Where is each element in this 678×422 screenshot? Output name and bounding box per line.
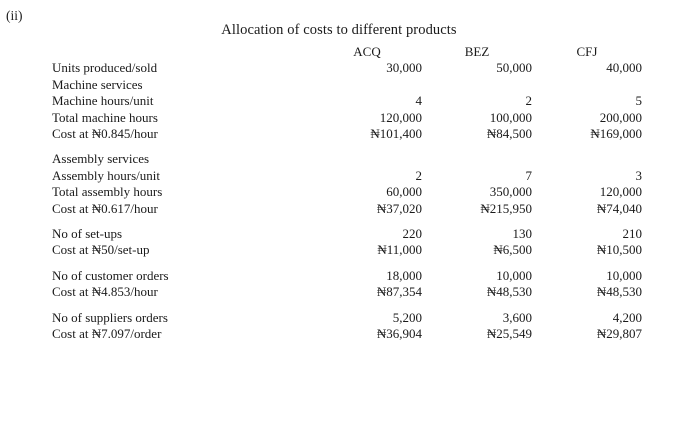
row-value: ₦36,904: [376, 326, 422, 342]
row-value: 210: [622, 226, 642, 242]
row-label: Cost at ₦0.617/hour: [52, 200, 158, 216]
row-value: 3: [635, 167, 642, 183]
row-value: 2: [415, 167, 422, 183]
table-header: [52, 44, 642, 60]
row-value: ₦25,549: [486, 326, 532, 342]
row-label: Cost at ₦50/set-up: [52, 242, 150, 258]
row-value: ₦6,500: [493, 242, 532, 258]
table-row: [52, 284, 642, 300]
row-value: ₦37,020: [376, 200, 422, 216]
row-label: No of customer orders: [52, 267, 169, 283]
section-label: (ii): [6, 8, 23, 23]
row-value: ₦10,500: [596, 242, 642, 258]
row-value: [532, 77, 642, 93]
column-header-acq: ACQ: [353, 44, 381, 59]
row-value: [422, 151, 532, 167]
row-value: 3,600: [502, 309, 532, 325]
row-value: 200,000: [599, 109, 642, 125]
row-label: Cost at ₦4.853/hour: [52, 284, 158, 300]
table-row: [52, 268, 642, 284]
table-row: [52, 242, 642, 258]
row-value: 60,000: [386, 184, 422, 200]
row-value: 40,000: [606, 60, 642, 76]
row-value: ₦11,000: [377, 242, 422, 258]
table-spacer-row: [52, 259, 642, 268]
table-spacer-row: [52, 301, 642, 310]
row-value: ₦48,530: [486, 284, 532, 300]
cost-allocation-table: [52, 44, 642, 343]
spacer-cell: [52, 259, 642, 268]
row-label: Machine services: [52, 76, 143, 92]
row-value: 220: [402, 226, 422, 242]
row-value: 4: [415, 93, 422, 109]
row-value: [532, 151, 642, 167]
row-value: ₦87,354: [376, 284, 422, 300]
table-spacer-row: [52, 142, 642, 151]
table-row: [52, 226, 642, 242]
row-value: 4,200: [612, 309, 642, 325]
row-value: 10,000: [496, 267, 532, 283]
table-row: [52, 326, 642, 342]
row-value: 100,000: [489, 109, 532, 125]
row-label: No of set-ups: [52, 226, 123, 242]
column-header-blank: [52, 44, 312, 60]
row-value: ₦215,950: [480, 200, 532, 216]
table-spacer-row: [52, 217, 642, 226]
row-label: Units produced/sold: [52, 60, 158, 76]
row-label: Cost at ₦0.845/hour: [52, 126, 158, 142]
row-value: 50,000: [496, 60, 532, 76]
table-row: [52, 60, 642, 76]
row-value: 350,000: [489, 184, 532, 200]
table-row: [52, 126, 642, 142]
row-label: Total machine hours: [52, 109, 158, 125]
table-row: [52, 201, 642, 217]
spacer-cell: [52, 301, 642, 310]
row-value: 120,000: [599, 184, 642, 200]
table-row: [52, 310, 642, 326]
table-row: [52, 110, 642, 126]
row-label: No of suppliers orders: [52, 309, 168, 325]
spacer-cell: [52, 142, 642, 151]
row-label: Machine hours/unit: [52, 93, 154, 109]
row-label: Assembly hours/unit: [52, 167, 160, 183]
row-value: ₦169,000: [590, 126, 642, 142]
row-value: 5: [635, 93, 642, 109]
row-value: ₦84,500: [486, 126, 532, 142]
table-row: [52, 151, 642, 167]
row-label: Total assembly hours: [52, 184, 163, 200]
row-value: [422, 77, 532, 93]
table-row: [52, 93, 642, 109]
row-value: 5,200: [392, 309, 422, 325]
row-value: 2: [525, 93, 532, 109]
column-header-bez: BEZ: [464, 44, 490, 59]
row-value: 30,000: [386, 60, 422, 76]
row-value: 18,000: [386, 267, 422, 283]
row-value: [312, 77, 422, 93]
row-value: ₦101,400: [370, 126, 422, 142]
table-row: [52, 168, 642, 184]
row-value: ₦48,530: [596, 284, 642, 300]
row-value: ₦29,807: [596, 326, 642, 342]
column-header-cfj: CFJ: [576, 44, 598, 59]
row-value: 130: [512, 226, 532, 242]
table-row: [52, 77, 642, 93]
row-label: Assembly services: [52, 151, 150, 167]
row-value: 10,000: [606, 267, 642, 283]
page-title: Allocation of costs to different products: [221, 22, 457, 38]
row-value: 120,000: [379, 109, 422, 125]
row-value: 7: [525, 167, 532, 183]
table-header-row: [52, 44, 642, 60]
table-row: [52, 184, 642, 200]
row-label: Cost at ₦7.097/order: [52, 326, 162, 342]
row-value: [312, 151, 422, 167]
table-body: [52, 60, 642, 342]
row-value: ₦74,040: [596, 200, 642, 216]
spacer-cell: [52, 217, 642, 226]
